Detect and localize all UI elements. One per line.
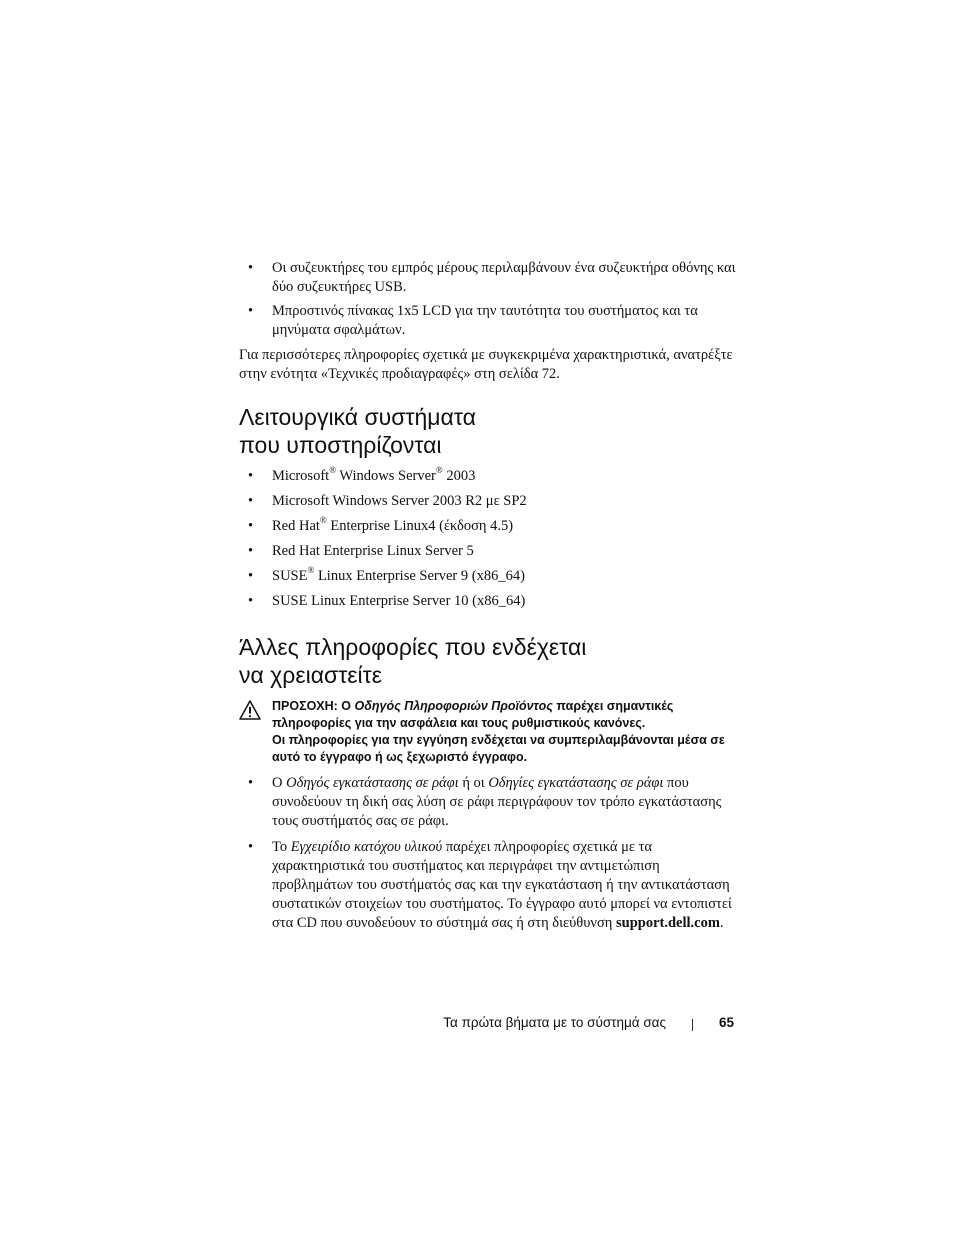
list-item xyxy=(239,774,744,831)
text: . xyxy=(719,915,724,931)
caution-notice xyxy=(239,698,749,766)
footer-title: Τα πρώτα βήματα με το σύστημά σας xyxy=(443,1015,666,1030)
list-item xyxy=(239,838,744,933)
doc-title: Οδηγός εγκατάστασης σε ράφι xyxy=(286,775,459,791)
os-name: Linux Enterprise Server 9 (x86_64) xyxy=(314,568,525,584)
caution-text-2: Οι πληροφορίες για την εγγύηση ενδέχεται να συμπεριλαμβάνονται μέσα σε αυτό το έγγραφο ή ως ξεχωριστό έγγραφο. xyxy=(272,733,725,764)
section-heading-os xyxy=(239,403,476,459)
doc-title: Εγχειρίδιο κατόχου υλικού xyxy=(290,839,443,855)
intro-paragraph: Για περισσότερες πληροφορίες σχετικά με συγκεκριμένα χαρακτηριστικά, ανατρέξτε στην ενότητα «Τεχνικές προδιαγραφές» στη σελίδα 72. xyxy=(239,347,733,382)
os-list xyxy=(239,467,744,617)
list-item xyxy=(239,567,744,592)
section-heading-other-info xyxy=(239,633,586,689)
list-item xyxy=(239,517,744,542)
os-name: Red Hat xyxy=(272,518,320,534)
os-name: Microsoft Windows Server 2003 R2 με SP2 xyxy=(272,493,527,509)
doc-title: Οδηγίες εγκατάστασης σε ράφι xyxy=(488,775,664,791)
os-name: SUSE xyxy=(272,568,308,584)
list-item xyxy=(239,259,744,297)
os-name: Enterprise Linux4 (έκδοση 4.5) xyxy=(326,518,514,534)
bullet-text: Μπροστινός πίνακας 1x5 LCD για την ταυτότητα του συστήματος και τα μηνύματα σφαλμάτων. xyxy=(272,303,698,338)
os-name: Windows Server xyxy=(336,468,436,484)
caution-label: ΠΡΟΣΟΧΗ: Ο xyxy=(272,699,355,713)
registered-mark: ® xyxy=(435,465,443,476)
intro-bullet-list xyxy=(239,259,744,340)
registered-mark: ® xyxy=(307,565,315,576)
list-item xyxy=(239,302,744,340)
registered-mark: ® xyxy=(329,465,337,476)
list-item xyxy=(239,592,744,617)
os-version: 2003 xyxy=(442,468,476,484)
intro-section xyxy=(239,259,744,384)
heading-line: Λειτουργικά συστήματα xyxy=(239,404,476,430)
other-info-list xyxy=(239,774,744,940)
list-item xyxy=(239,492,744,517)
heading-line: να χρειαστείτε xyxy=(239,662,382,688)
caution-text xyxy=(272,698,749,766)
heading-line: Άλλες πληροφορίες που ενδέχεται xyxy=(239,634,587,660)
bullet-text: Οι συζευκτήρες του εμπρός μέρους περιλαμβάνουν ένα συζευκτήρα οθόνης και δύο συζευκτήρες USB. xyxy=(272,260,736,295)
registered-mark: ® xyxy=(319,515,327,526)
text: Το xyxy=(272,839,291,855)
text: ή οι xyxy=(458,775,489,791)
os-name: Microsoft xyxy=(272,468,330,484)
text: Ο xyxy=(272,775,287,791)
heading-line: που υποστηρίζονται xyxy=(239,432,442,458)
list-item xyxy=(239,542,744,567)
footer-separator xyxy=(692,1019,693,1031)
text: που συνοδεύουν τη δική σας λύση σε ράφι περιγράφουν τον τρόπο εγκατάστασης τους συστήματός σας σε ράφι. xyxy=(272,775,722,829)
warning-triangle-icon xyxy=(239,700,261,720)
support-link[interactable]: support.dell.com xyxy=(616,915,720,931)
os-name: SUSE Linux Enterprise Server 10 (x86_64) xyxy=(272,593,526,609)
os-name: Red Hat Enterprise Linux Server 5 xyxy=(272,543,474,559)
caution-doc-title: Οδηγός Πληροφοριών Προϊόντος xyxy=(354,699,553,713)
page-number: 65 xyxy=(719,1015,735,1030)
list-item xyxy=(239,467,744,492)
text: παρέχει πληροφορίες σχετικά με τα χαρακτηριστικά του συστήματος και περιγράφει την αντιμετώπιση προβλημάτων του συστήματός σας και την εγκατάσταση ή την αντικατάσταση συστατικών στοιχείων του συστήματος. Το έγγραφο αυτό μπορεί να εντοπιστεί στα CD που συνοδεύουν το σύστημά σας ή στη διεύθυνση xyxy=(272,839,732,931)
caution-text-1: παρέχει σημαντικές πληροφορίες για την ασφάλεια και τους ρυθμιστικούς κανόνες. xyxy=(272,699,674,730)
